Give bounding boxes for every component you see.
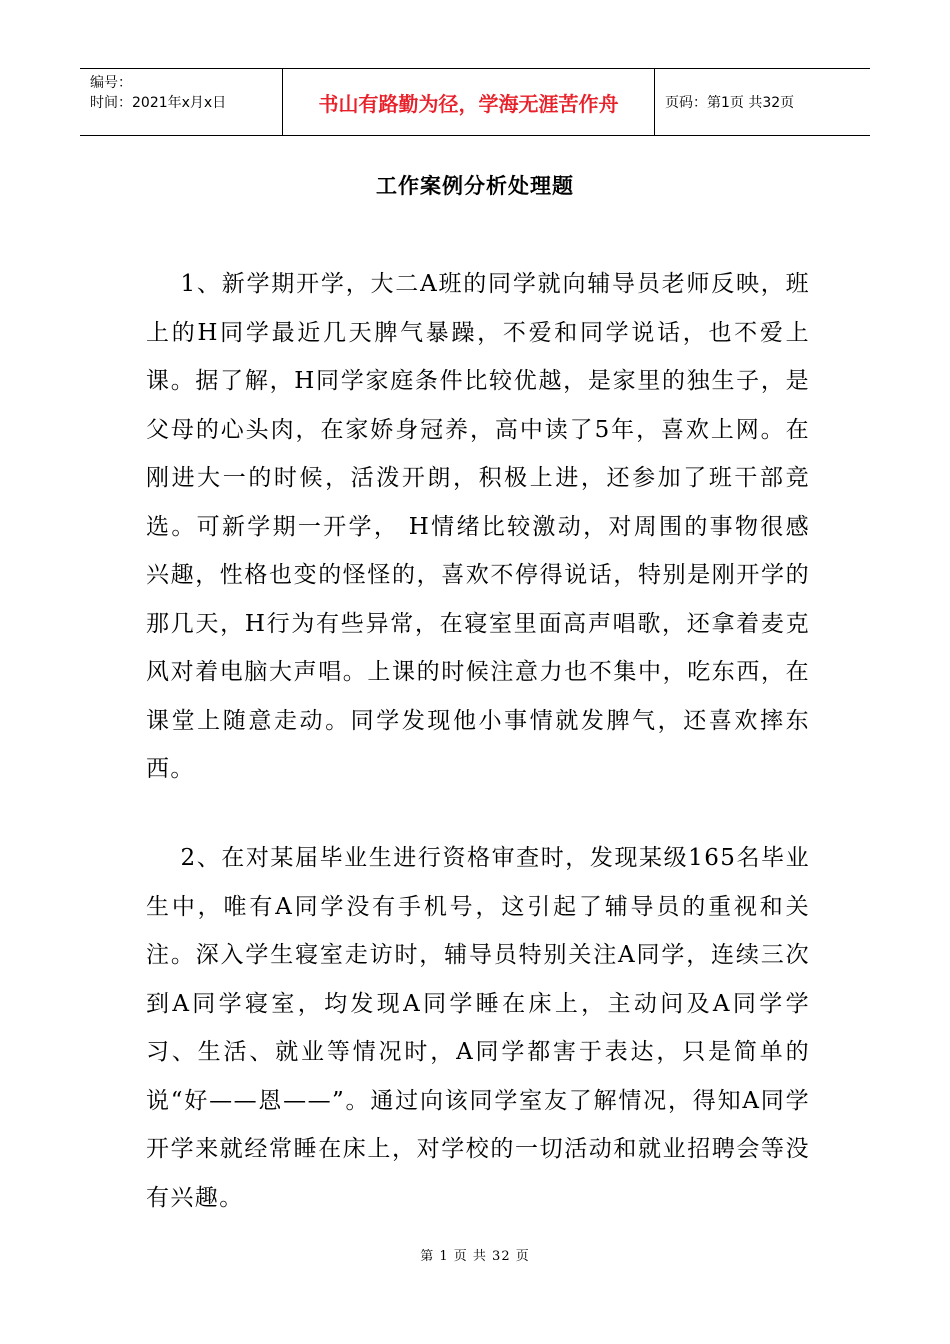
- header-meta: [80, 69, 283, 135]
- case-paragraph-2: 2、在对某届毕业生进行资格审查时，发现某级165名毕业生中，唯有A同学没有手机号，这引起了辅导员的重视和关注。深入学生寝室走访时，辅导员特别关注A同学，连续三次到A同学寝室，均发现A同学睡在床上，主动问及A同学学习、生活、就业等情况时，A同学都害于表达，只是简单的说“好——恩——”。通过向该同学室友了解情况，得知A同学开学来就经常睡在床上，对学校的一切活动和就业招聘会等没有兴趣。: [146, 845, 810, 1211]
- document-time-label: 时间：2021年x月x日: [90, 95, 227, 111]
- header-page-info: 页码：第1页 共32页: [665, 95, 795, 111]
- page-footer: 第 1 页 共 32 页: [420, 1249, 530, 1264]
- document-number-label: 编号：: [90, 75, 132, 91]
- header-motto: 书山有路勤为径，学海无涯苦作舟: [283, 69, 655, 135]
- document-title: 工作案例分析处理题: [376, 174, 574, 198]
- case-paragraph-1: 1、新学期开学，大二A班的同学就向辅导员老师反映，班上的H同学最近几天脾气暴躁，不爱和同学说话，也不爱上课。据了解，H同学家庭条件比较优越，是家里的独生子，是父母的心头肉，在家娇身冠养，高中读了5年，喜欢上网。在刚进大一的时候，活泼开朗，积极上进，还参加了班干部竞选。可新学期一开学， H情绪比较激动，对周围的事物很感兴趣，性格也变的怪怪的，喜欢不停得说话，特别是刚开学的那几天，H行为有些异常，在寝室里面高声唱歌，还拿着麦克风对着电脑大声唱。上课的时候注意力也不集中，吃东西，在课堂上随意走动。同学发现他小事情就发脾气，还喜欢摔东西。: [146, 271, 810, 782]
- page-header: [80, 68, 870, 136]
